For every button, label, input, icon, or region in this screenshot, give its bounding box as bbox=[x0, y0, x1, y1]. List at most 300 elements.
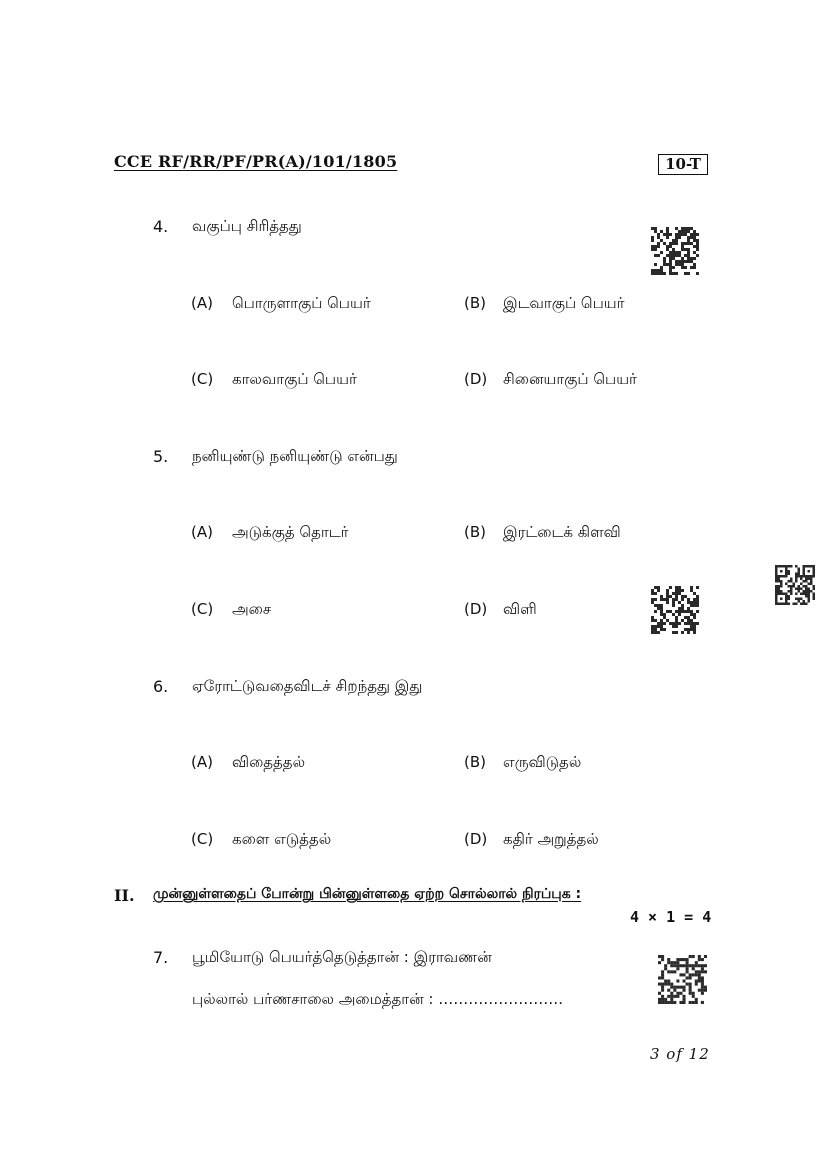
qr-module bbox=[663, 242, 666, 245]
qr-module bbox=[667, 961, 670, 964]
qr-module bbox=[684, 254, 687, 257]
qr-module bbox=[661, 995, 664, 998]
qr-module bbox=[689, 983, 692, 986]
qr-module bbox=[676, 980, 679, 983]
qr-module bbox=[701, 992, 704, 995]
qr-module bbox=[654, 628, 657, 631]
qr-module bbox=[689, 955, 692, 958]
qr-module bbox=[684, 272, 687, 275]
qr-module bbox=[666, 589, 669, 592]
qr-module bbox=[775, 580, 778, 583]
qr-module bbox=[696, 586, 699, 589]
qr-module bbox=[693, 257, 696, 260]
qr-module bbox=[675, 260, 678, 263]
qr-module bbox=[673, 1001, 676, 1004]
section-2-number: II. bbox=[114, 886, 135, 905]
qr-module bbox=[676, 958, 679, 961]
qr-module bbox=[664, 983, 667, 986]
qr-module bbox=[664, 998, 667, 1001]
qr-module bbox=[808, 595, 811, 598]
qr-module bbox=[775, 585, 778, 588]
qr-module bbox=[684, 616, 687, 619]
qr-module bbox=[654, 610, 657, 613]
qr-module bbox=[683, 995, 686, 998]
qr-module bbox=[672, 613, 675, 616]
qr-module bbox=[785, 598, 788, 601]
qr-module bbox=[805, 585, 808, 588]
qr-module bbox=[778, 565, 781, 568]
qr-module bbox=[810, 565, 813, 568]
qr-module bbox=[675, 592, 678, 595]
qr-module bbox=[783, 565, 786, 568]
qr-module bbox=[666, 233, 669, 236]
qr-module bbox=[690, 260, 693, 263]
qr-module bbox=[689, 986, 692, 989]
qr-module bbox=[663, 628, 666, 631]
qr-module bbox=[663, 260, 666, 263]
qr-module bbox=[798, 588, 801, 591]
qr-module bbox=[678, 236, 681, 239]
qr-module bbox=[803, 590, 806, 593]
q4-option-c-label: (C) bbox=[191, 370, 214, 388]
qr-module bbox=[678, 263, 681, 266]
q5-option-c-text: அசை bbox=[232, 600, 272, 618]
qr-module bbox=[780, 580, 783, 583]
qr-module bbox=[651, 236, 654, 239]
qr-module bbox=[672, 598, 675, 601]
qr-module bbox=[675, 610, 678, 613]
qr-module bbox=[803, 603, 806, 606]
qr-module bbox=[663, 272, 666, 275]
qr-module bbox=[651, 619, 654, 622]
qr-module bbox=[798, 575, 801, 578]
qr-module bbox=[667, 1001, 670, 1004]
qr-module bbox=[690, 610, 693, 613]
qr-module bbox=[785, 570, 788, 573]
qr-module bbox=[669, 245, 672, 248]
qr-module bbox=[775, 568, 778, 571]
question-5-number: 5. bbox=[153, 447, 169, 466]
qr-module bbox=[701, 964, 704, 967]
qr-module bbox=[805, 595, 808, 598]
qr-module bbox=[651, 272, 654, 275]
qr-module bbox=[675, 631, 678, 634]
qr-module bbox=[778, 578, 781, 581]
qr-module bbox=[805, 565, 808, 568]
qr-module bbox=[687, 610, 690, 613]
qr-module bbox=[686, 961, 689, 964]
qr-module bbox=[775, 578, 778, 581]
qr-module bbox=[785, 575, 788, 578]
qr-module bbox=[808, 593, 811, 596]
qr-module bbox=[813, 593, 816, 596]
qr-module bbox=[775, 598, 778, 601]
qr-module bbox=[795, 598, 798, 601]
qr-module bbox=[689, 1001, 692, 1004]
qr-module bbox=[673, 986, 676, 989]
qr-module bbox=[667, 980, 670, 983]
qr-module bbox=[672, 625, 675, 628]
qr-module bbox=[785, 593, 788, 596]
qr-module bbox=[696, 233, 699, 236]
qr-module bbox=[701, 958, 704, 961]
qr-module bbox=[657, 607, 660, 610]
qr-module bbox=[805, 590, 808, 593]
qr-module bbox=[795, 578, 798, 581]
qr-module bbox=[669, 266, 672, 269]
qr-module bbox=[658, 1001, 661, 1004]
qr-module bbox=[678, 589, 681, 592]
qr-module bbox=[678, 613, 681, 616]
qr-module bbox=[672, 248, 675, 251]
qr-module bbox=[813, 570, 816, 573]
qr-module bbox=[795, 593, 798, 596]
qr-module bbox=[692, 964, 695, 967]
qr-module bbox=[698, 989, 701, 992]
qr-module bbox=[681, 619, 684, 622]
qr-module bbox=[692, 973, 695, 976]
qr-module bbox=[658, 983, 661, 986]
qr-module bbox=[693, 616, 696, 619]
qr-module bbox=[675, 625, 678, 628]
qr-module bbox=[690, 628, 693, 631]
qr-module bbox=[678, 586, 681, 589]
qr-module bbox=[778, 590, 781, 593]
qr-module bbox=[675, 251, 678, 254]
qr-module bbox=[690, 266, 693, 269]
qr-module bbox=[775, 590, 778, 593]
qr-module bbox=[785, 565, 788, 568]
q6-option-a-text: விதைத்தல் bbox=[232, 753, 306, 771]
qr-module bbox=[775, 573, 778, 576]
qr-module bbox=[692, 1001, 695, 1004]
qr-module bbox=[651, 239, 654, 242]
qr-module bbox=[686, 976, 689, 979]
qr-module bbox=[687, 622, 690, 625]
qr-module bbox=[666, 254, 669, 257]
qr-module bbox=[793, 603, 796, 606]
q5-option-d-text: விளி bbox=[503, 600, 537, 618]
qr-module bbox=[651, 631, 654, 634]
q5-option-b-text: இரட்டைக் கிளவி bbox=[503, 523, 621, 541]
qr-module bbox=[669, 251, 672, 254]
qr-module bbox=[675, 227, 678, 230]
qr-module bbox=[661, 958, 664, 961]
qr-module bbox=[780, 575, 783, 578]
qr-module bbox=[775, 600, 778, 603]
qr-module bbox=[651, 592, 654, 595]
qr-module bbox=[651, 269, 654, 272]
qr-module bbox=[675, 233, 678, 236]
qr-module bbox=[813, 568, 816, 571]
q6-option-d-text: கதிர் அறுத்தல் bbox=[503, 830, 599, 848]
qr-module bbox=[686, 967, 689, 970]
qr-module bbox=[696, 610, 699, 613]
qr-module bbox=[690, 233, 693, 236]
qr-module bbox=[696, 248, 699, 251]
qr-module bbox=[675, 589, 678, 592]
qr-module bbox=[657, 233, 660, 236]
qr-module bbox=[689, 964, 692, 967]
qr-module bbox=[669, 269, 672, 272]
qr-module bbox=[664, 980, 667, 983]
qr-module bbox=[698, 980, 701, 983]
qr-code-graphic bbox=[775, 565, 815, 605]
qr-module bbox=[683, 998, 686, 1001]
qr-module bbox=[805, 588, 808, 591]
qr-module bbox=[695, 961, 698, 964]
qr-module bbox=[675, 619, 678, 622]
qr-module bbox=[683, 973, 686, 976]
qr-module bbox=[798, 600, 801, 603]
qr-module bbox=[675, 616, 678, 619]
qr-module bbox=[687, 601, 690, 604]
qr-module bbox=[693, 628, 696, 631]
qr-module bbox=[663, 613, 666, 616]
qr-module bbox=[689, 989, 692, 992]
qr-module bbox=[690, 601, 693, 604]
qr-module bbox=[788, 565, 791, 568]
qr-module bbox=[654, 245, 657, 248]
qr-module bbox=[798, 570, 801, 573]
qr-module bbox=[687, 251, 690, 254]
qr-module bbox=[657, 622, 660, 625]
qr-module bbox=[696, 242, 699, 245]
qr-module bbox=[798, 568, 801, 571]
qr-module bbox=[701, 967, 704, 970]
question-6-text: ஏரோட்டுவதைவிடச் சிறந்தது இது bbox=[192, 677, 423, 695]
qr-module bbox=[813, 598, 816, 601]
question-5-text: நனியுண்டு நனியுண்டு என்பது bbox=[192, 447, 398, 465]
qr-module bbox=[800, 588, 803, 591]
qr-module bbox=[672, 242, 675, 245]
qr-module bbox=[783, 575, 786, 578]
qr-module bbox=[684, 628, 687, 631]
qr-module bbox=[666, 227, 669, 230]
qr-module bbox=[803, 593, 806, 596]
qr-module bbox=[654, 269, 657, 272]
qr-module bbox=[684, 266, 687, 269]
qr-module bbox=[679, 1001, 682, 1004]
qr-module bbox=[803, 568, 806, 571]
qr-module bbox=[690, 589, 693, 592]
qr-module bbox=[687, 248, 690, 251]
qr-module bbox=[651, 227, 654, 230]
qr-module bbox=[684, 233, 687, 236]
qr-module bbox=[664, 964, 667, 967]
qr-module bbox=[676, 961, 679, 964]
qr-module bbox=[684, 260, 687, 263]
qr-module bbox=[690, 622, 693, 625]
qr-module bbox=[808, 598, 811, 601]
qr-module bbox=[692, 955, 695, 958]
qr-module bbox=[790, 585, 793, 588]
qr-module bbox=[672, 622, 675, 625]
qr-module bbox=[800, 593, 803, 596]
qr-module bbox=[657, 245, 660, 248]
qr-code-graphic bbox=[651, 586, 699, 634]
qr-module bbox=[808, 575, 811, 578]
qr-module bbox=[670, 998, 673, 1001]
qr-module bbox=[780, 590, 783, 593]
qr-module bbox=[654, 227, 657, 230]
qr-module bbox=[686, 970, 689, 973]
qr-module bbox=[687, 628, 690, 631]
qr-module bbox=[687, 254, 690, 257]
qr-module bbox=[813, 588, 816, 591]
qr-module bbox=[810, 583, 813, 586]
qr-module bbox=[678, 260, 681, 263]
qr-module bbox=[683, 989, 686, 992]
qr-module bbox=[805, 578, 808, 581]
qr-module bbox=[780, 583, 783, 586]
qr-module bbox=[695, 1001, 698, 1004]
qr-module bbox=[696, 595, 699, 598]
qr-module bbox=[690, 227, 693, 230]
qr-module bbox=[689, 973, 692, 976]
qr-code-graphic bbox=[651, 227, 699, 275]
qr-module bbox=[664, 967, 667, 970]
qr-module bbox=[687, 607, 690, 610]
qr-module bbox=[651, 589, 654, 592]
qr-module bbox=[695, 980, 698, 983]
qr-module bbox=[808, 600, 811, 603]
qr-module bbox=[692, 995, 695, 998]
page-number: 3 of 12 bbox=[650, 1045, 710, 1063]
qr-module bbox=[696, 622, 699, 625]
qr-module bbox=[657, 269, 660, 272]
qr-module bbox=[800, 598, 803, 601]
qr-module bbox=[654, 254, 657, 257]
qr-module bbox=[778, 580, 781, 583]
qr-module bbox=[654, 272, 657, 275]
qr-module bbox=[808, 565, 811, 568]
qr-module bbox=[666, 598, 669, 601]
qr-module bbox=[813, 573, 816, 576]
qr-module bbox=[790, 565, 793, 568]
qr-module bbox=[808, 583, 811, 586]
qr-module bbox=[660, 619, 663, 622]
qr-module bbox=[686, 964, 689, 967]
qr-module bbox=[679, 992, 682, 995]
qr-module bbox=[693, 239, 696, 242]
qr-module bbox=[690, 257, 693, 260]
qr-module bbox=[675, 263, 678, 266]
qr-module bbox=[696, 604, 699, 607]
qr-module bbox=[669, 257, 672, 260]
qr-module bbox=[670, 995, 673, 998]
qr-module bbox=[689, 992, 692, 995]
qr-module bbox=[687, 616, 690, 619]
qr-module bbox=[805, 603, 808, 606]
qr-module bbox=[676, 964, 679, 967]
qr-module bbox=[813, 585, 816, 588]
qr-module bbox=[803, 575, 806, 578]
qr-module bbox=[808, 570, 811, 573]
qr-module bbox=[678, 622, 681, 625]
qr-module bbox=[701, 983, 704, 986]
qr-module bbox=[663, 233, 666, 236]
qr-module bbox=[696, 601, 699, 604]
qr-module bbox=[670, 970, 673, 973]
qr-module bbox=[672, 266, 675, 269]
qr-module bbox=[651, 616, 654, 619]
qr-module bbox=[693, 245, 696, 248]
qr-module bbox=[651, 601, 654, 604]
qr-module bbox=[681, 595, 684, 598]
qr-module bbox=[690, 613, 693, 616]
qr-module bbox=[698, 970, 701, 973]
qr-module bbox=[798, 573, 801, 576]
q4-option-d-text: சினையாகுப் பெயர் bbox=[503, 370, 637, 388]
qr-module bbox=[684, 610, 687, 613]
qr-module bbox=[687, 227, 690, 230]
qr-module bbox=[778, 588, 781, 591]
qr-module bbox=[701, 970, 704, 973]
qr-module bbox=[698, 955, 701, 958]
section-2-marks: 4 × 1 = 4 bbox=[630, 908, 712, 926]
qr-module bbox=[693, 233, 696, 236]
qr-module bbox=[679, 973, 682, 976]
qr-module bbox=[681, 598, 684, 601]
qr-module bbox=[693, 230, 696, 233]
qr-module bbox=[678, 251, 681, 254]
qr-module bbox=[654, 604, 657, 607]
qr-module bbox=[690, 604, 693, 607]
qr-module bbox=[666, 245, 669, 248]
qr-module bbox=[690, 242, 693, 245]
qr-module bbox=[798, 598, 801, 601]
qr-module bbox=[660, 598, 663, 601]
qr-module bbox=[657, 272, 660, 275]
qr-module bbox=[693, 251, 696, 254]
q6-option-c-label: (C) bbox=[191, 830, 214, 848]
qr-module bbox=[686, 958, 689, 961]
qr-module bbox=[663, 616, 666, 619]
qr-module bbox=[803, 570, 806, 573]
qr-module bbox=[660, 625, 663, 628]
qr-code-graphic bbox=[658, 955, 707, 1004]
qr-module bbox=[660, 622, 663, 625]
qr-module bbox=[795, 575, 798, 578]
qr-module bbox=[803, 580, 806, 583]
qr-module bbox=[683, 1001, 686, 1004]
qr-module bbox=[670, 986, 673, 989]
qr-module bbox=[692, 967, 695, 970]
qr-module bbox=[681, 233, 684, 236]
qr-module bbox=[775, 593, 778, 596]
qr-module bbox=[805, 580, 808, 583]
qr-module bbox=[813, 565, 816, 568]
q6-option-b-text: எருவிடுதல் bbox=[503, 753, 582, 771]
qr-module bbox=[672, 631, 675, 634]
qr-module bbox=[788, 598, 791, 601]
qr-module bbox=[696, 254, 699, 257]
qr-module bbox=[808, 588, 811, 591]
qr-module bbox=[780, 593, 783, 596]
qr-module bbox=[666, 230, 669, 233]
qr-module bbox=[808, 578, 811, 581]
qr-module bbox=[683, 964, 686, 967]
qr-module bbox=[654, 263, 657, 266]
qr-module bbox=[780, 585, 783, 588]
qr-module bbox=[684, 227, 687, 230]
qr-module bbox=[661, 983, 664, 986]
qr-module bbox=[660, 266, 663, 269]
qr-module bbox=[683, 958, 686, 961]
qr-code-icon bbox=[775, 565, 815, 605]
qr-module bbox=[687, 619, 690, 622]
